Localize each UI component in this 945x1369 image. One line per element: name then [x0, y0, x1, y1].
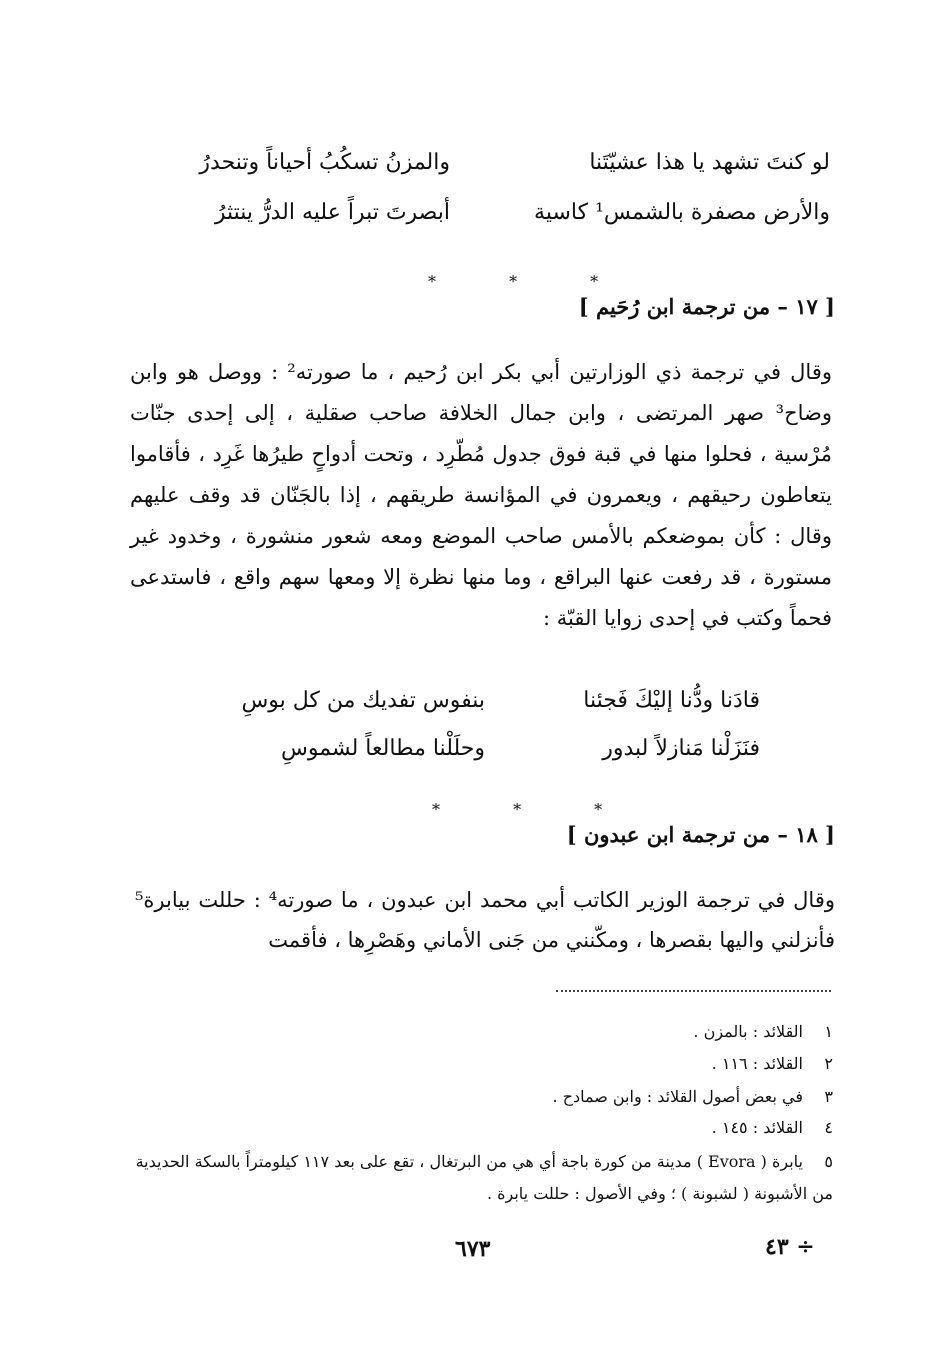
footnote-number: ٢ [824, 1054, 833, 1073]
footnote-3 [552, 1087, 833, 1106]
section-17-heading: [ ١٧ – من ترجمة ابن رُحَيم ] [578, 294, 835, 319]
section-17-paragraph: وقال في ترجمة ذي الوزارتين أبي بكر ابن رُحيم ، ما صورته² : ووصل هو وابن وضاح³ صهر المرتضى ، وابن جمال الخلافة صاحب صقلية ، إلى إحدى جنّات مُرْسية ، فحلوا منها في قبة فوق جدول مُطّرِد ، وتحت أدواحٍ طيرُها غَرِد ، فأقاموا يتعاطون رحيقهم ، ويعمرون في المؤانسة طريقهم ، إذا بالجَنّان قد وقف عليهم وقال : كأن بموضعكم بالأمس صاحب الموضع ومعه شعور منشورة ، وخدود غير مستورة ، قد رفعت عنها البراقع ، وما منها نظرة إلا ومعها سهم واقع ، فاستدعى فحماً وكتب في إحدى زوايا القبّة : [130, 360, 833, 630]
footnote-number: ٥ [824, 1152, 833, 1171]
footnote-text: القلائد : ١١٦ . [711, 1054, 803, 1073]
footnote-4 [712, 1118, 833, 1137]
footnote-text: القلائد : بالمزن . [693, 1022, 803, 1041]
footnote-number: ١ [824, 1022, 833, 1041]
poem1-verse-1 [130, 150, 830, 182]
footnote-1 [693, 1022, 833, 1041]
printer-signature: ٤٣ ÷ [765, 1234, 815, 1260]
poem1-verse-2-first-hemistich: والأرض مصفرة بالشمس¹ كاسية [534, 200, 830, 225]
poem1-verse-2 [130, 200, 830, 232]
footnote-divider [556, 990, 831, 992]
poem1-verse-2-second-hemistich: أبصرتَ تبراً عليه الدرُّ ينتثرُ [214, 200, 450, 225]
footnote-text: القلائد : ١٤٥ . [711, 1118, 803, 1137]
footnote-number: ٤ [824, 1118, 833, 1137]
poem1-verse-1-second-hemistich: والمزنُ تسكُبُ أحياناً وتنحدرُ [199, 150, 450, 175]
poem1-verse-1-first-hemistich: لو كنتَ تشهد يا هذا عشيّتَنا [589, 150, 830, 175]
poem2-verse-2-second-hemistich: وحلَلْنا مطالعاً لشموسِ [281, 736, 485, 761]
poem2-verse-1-second-hemistich: بنفوس تفديك من كل بوسِ [241, 688, 485, 713]
page-number: ٦٧٣ [455, 1236, 491, 1262]
footnote-text: يابرة ( Evora ) مدينة من كورة باجة أي هي من البرتغال ، تقع على بعد ١١٧ كيلومتراً بالسكة الحديدية من الأشبونة ( لشبونة ) ؛ وفي الأصول : حللت يابرة . [135, 1152, 833, 1203]
footnote-5 [113, 1146, 833, 1210]
poem2-verse-1 [200, 688, 760, 720]
footnote-number: ٣ [824, 1087, 833, 1106]
section-18-heading: [ ١٨ – من ترجمة ابن عبدون ] [566, 822, 835, 847]
poem2-verse-1-first-hemistich: قادَنا ودُّنا إليْكَ فَجئنا [583, 688, 760, 713]
footnote-2 [712, 1054, 833, 1073]
section-18-paragraph: وقال في ترجمة الوزير الكاتب أبي محمد ابن عبدون ، ما صورته⁴ : حللت بيابرة⁵ فأنزلني واليها بقصرها ، ومكّنني من جَنى الأماني وهَصْرِها ، فأقمت [135, 888, 836, 952]
section-separator: * * * [428, 272, 633, 291]
footnote-text: في بعض أصول القلائد : وابن صمادح . [552, 1087, 803, 1106]
poem2-verse-2 [200, 736, 760, 768]
section-separator: * * * [432, 800, 637, 819]
poem2-verse-2-first-hemistich: فنَزَلْنا مَنازلاً لبدور [602, 736, 760, 761]
